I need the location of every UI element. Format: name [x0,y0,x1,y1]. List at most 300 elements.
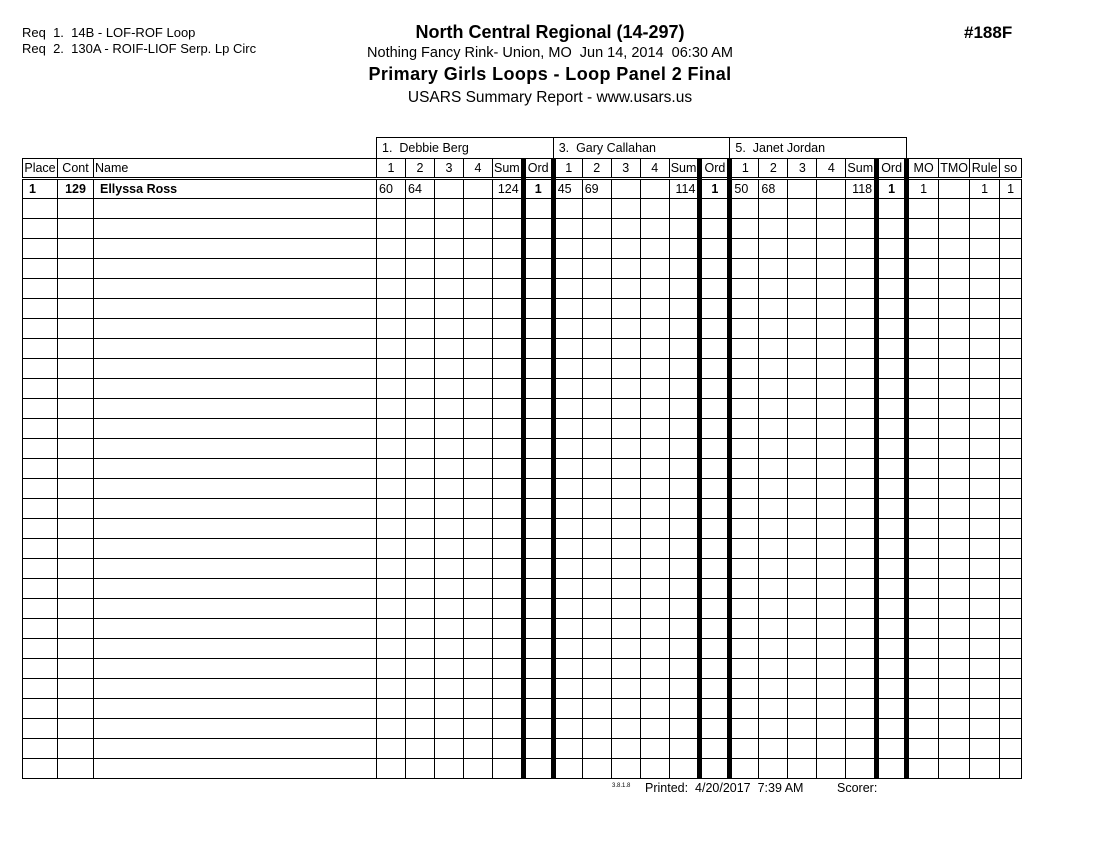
empty-cell [464,319,493,339]
empty-table-row [23,299,1022,319]
j1-mark4-cell [464,179,493,199]
j3-mark3-cell [788,179,817,199]
empty-cell [700,579,730,599]
empty-cell [1000,639,1022,659]
empty-cell [759,719,788,739]
empty-cell [553,219,582,239]
empty-cell [464,599,493,619]
empty-cell [907,719,939,739]
empty-cell [788,479,817,499]
empty-cell [553,339,582,359]
empty-cell [640,279,669,299]
empty-cell [640,419,669,439]
empty-cell [464,459,493,479]
empty-cell [493,639,524,659]
empty-cell [553,279,582,299]
empty-cell [611,679,640,699]
empty-cell [877,639,907,659]
empty-cell [553,199,582,219]
empty-cell [939,419,970,439]
empty-cell [611,479,640,499]
empty-cell [877,279,907,299]
empty-table-row [23,419,1022,439]
empty-cell [817,379,846,399]
j2-mark3-cell [611,179,640,199]
empty-cell [58,739,94,759]
empty-cell [611,499,640,519]
empty-cell [523,559,553,579]
empty-cell [939,299,970,319]
empty-cell [553,379,582,399]
empty-cell [640,479,669,499]
empty-cell [435,599,464,619]
empty-cell [846,579,877,599]
empty-cell [406,419,435,439]
empty-cell [58,719,94,739]
empty-cell [523,479,553,499]
empty-cell [377,719,406,739]
empty-cell [1000,719,1022,739]
empty-cell [759,599,788,619]
empty-cell [817,759,846,779]
empty-cell [669,219,700,239]
empty-cell [406,639,435,659]
empty-cell [611,199,640,219]
empty-cell [1000,419,1022,439]
empty-cell [435,379,464,399]
empty-cell [611,739,640,759]
empty-cell [464,719,493,739]
empty-cell [1000,679,1022,699]
empty-cell [700,219,730,239]
empty-cell [523,199,553,219]
empty-cell [846,219,877,239]
empty-cell [523,639,553,659]
empty-cell [640,459,669,479]
empty-cell [493,319,524,339]
empty-cell [58,359,94,379]
empty-cell [640,439,669,459]
empty-cell [94,279,377,299]
col-header-mo: MO [907,159,939,179]
empty-cell [970,399,1000,419]
empty-cell [377,659,406,679]
empty-cell [611,619,640,639]
empty-cell [669,759,700,779]
empty-cell [846,559,877,579]
empty-cell [523,659,553,679]
empty-cell [553,359,582,379]
empty-cell [553,479,582,499]
empty-cell [700,439,730,459]
empty-cell [907,259,939,279]
empty-cell [553,239,582,259]
empty-cell [582,219,611,239]
competitor-row [23,179,1022,199]
empty-cell [23,219,58,239]
empty-cell [553,399,582,419]
event-code: #188F [964,23,1013,42]
empty-cell [611,559,640,579]
empty-cell [817,599,846,619]
empty-cell [817,699,846,719]
empty-cell [907,419,939,439]
empty-cell [406,279,435,299]
empty-cell [817,459,846,479]
empty-cell [23,299,58,319]
empty-cell [611,599,640,619]
empty-cell [759,739,788,759]
empty-cell [23,319,58,339]
empty-cell [730,639,759,659]
empty-cell [700,199,730,219]
empty-cell [23,199,58,219]
empty-cell [435,399,464,419]
empty-cell [907,379,939,399]
empty-cell [846,199,877,219]
empty-table-row [23,659,1022,679]
empty-cell [94,399,377,419]
empty-cell [669,659,700,679]
empty-cell [406,479,435,499]
empty-cell [669,379,700,399]
empty-cell [553,419,582,439]
j1-header-sum: Sum [493,159,524,179]
empty-cell [406,319,435,339]
empty-cell [817,539,846,559]
empty-cell [23,279,58,299]
judge-1-name: 1. Debbie Berg [377,138,554,159]
empty-cell [464,419,493,439]
empty-cell [846,519,877,539]
empty-cell [406,539,435,559]
empty-cell [406,499,435,519]
empty-cell [730,479,759,499]
empty-cell [939,719,970,739]
empty-cell [907,439,939,459]
empty-cell [582,439,611,459]
empty-cell [553,259,582,279]
empty-cell [582,419,611,439]
empty-cell [435,219,464,239]
j3-header-mark4: 4 [817,159,846,179]
empty-cell [523,499,553,519]
empty-cell [58,239,94,259]
empty-cell [730,579,759,599]
empty-cell [640,399,669,419]
empty-cell [582,239,611,259]
empty-cell [377,219,406,239]
empty-cell [23,379,58,399]
j1-mark1-cell: 60 [377,179,406,199]
empty-table-row [23,339,1022,359]
empty-cell [877,739,907,759]
empty-cell [970,499,1000,519]
empty-cell [817,479,846,499]
empty-cell [846,639,877,659]
empty-cell [58,379,94,399]
empty-cell [435,539,464,559]
empty-cell [970,419,1000,439]
empty-cell [788,439,817,459]
empty-cell [493,739,524,759]
empty-cell [788,639,817,659]
empty-cell [611,239,640,259]
empty-cell [611,419,640,439]
empty-cell [377,239,406,259]
empty-cell [435,619,464,639]
empty-cell [23,239,58,259]
empty-cell [846,299,877,319]
empty-cell [970,199,1000,219]
empty-cell [406,379,435,399]
empty-cell [94,439,377,459]
empty-cell [611,359,640,379]
empty-cell [640,539,669,559]
empty-cell [730,699,759,719]
empty-table-row [23,439,1022,459]
empty-cell [907,319,939,339]
empty-cell [907,479,939,499]
empty-cell [939,559,970,579]
empty-cell [846,499,877,519]
empty-cell [23,759,58,779]
empty-cell [523,579,553,599]
empty-cell [523,259,553,279]
empty-cell [970,339,1000,359]
empty-cell [493,339,524,359]
empty-cell [582,539,611,559]
tmo-cell [939,179,970,199]
empty-cell [730,399,759,419]
empty-cell [669,299,700,319]
empty-cell [700,459,730,479]
empty-cell [58,679,94,699]
empty-cell [700,559,730,579]
empty-cell [669,439,700,459]
j1-header-mark1: 1 [377,159,406,179]
empty-cell [23,659,58,679]
empty-cell [406,339,435,359]
empty-cell [846,319,877,339]
empty-cell [1000,379,1022,399]
empty-cell [970,579,1000,599]
empty-cell [759,279,788,299]
empty-cell [553,699,582,719]
empty-cell [939,499,970,519]
empty-cell [846,259,877,279]
empty-cell [759,579,788,599]
empty-cell [406,459,435,479]
empty-cell [759,479,788,499]
empty-cell [523,539,553,559]
empty-cell [730,499,759,519]
empty-cell [553,299,582,319]
empty-cell [58,439,94,459]
empty-cell [640,579,669,599]
empty-cell [970,759,1000,779]
empty-cell [970,279,1000,299]
empty-cell [611,379,640,399]
empty-cell [377,479,406,499]
empty-cell [611,639,640,659]
empty-table-row [23,619,1022,639]
empty-cell [970,299,1000,319]
empty-table-row [23,519,1022,539]
empty-cell [553,559,582,579]
empty-cell [377,619,406,639]
empty-cell [970,539,1000,559]
empty-cell [788,359,817,379]
empty-cell [730,759,759,779]
empty-cell [464,699,493,719]
empty-cell [700,679,730,699]
empty-cell [700,359,730,379]
empty-cell [58,619,94,639]
empty-cell [907,519,939,539]
empty-cell [582,499,611,519]
report-title: USARS Summary Report - www.usars.us [407,89,693,106]
empty-cell [700,719,730,739]
empty-cell [846,339,877,359]
empty-cell [970,619,1000,639]
empty-cell [523,619,553,639]
empty-cell [464,239,493,259]
col-header-place: Place [23,159,58,179]
empty-cell [23,359,58,379]
empty-cell [1000,619,1022,639]
empty-cell [1000,459,1022,479]
empty-cell [817,519,846,539]
empty-cell [970,479,1000,499]
empty-cell [523,679,553,699]
empty-cell [377,699,406,719]
empty-cell [406,739,435,759]
j2-header-mark1: 1 [553,159,582,179]
empty-cell [464,519,493,539]
empty-cell [377,299,406,319]
empty-cell [464,339,493,359]
empty-cell [464,299,493,319]
empty-cell [788,519,817,539]
empty-cell [939,339,970,359]
empty-cell [970,639,1000,659]
empty-cell [553,319,582,339]
empty-cell [435,759,464,779]
empty-cell [939,259,970,279]
empty-cell [94,539,377,559]
empty-cell [611,539,640,559]
empty-cell [523,699,553,719]
empty-cell [788,559,817,579]
empty-cell [939,539,970,559]
empty-cell [377,339,406,359]
empty-cell [788,299,817,319]
empty-cell [23,479,58,499]
empty-cell [669,599,700,619]
empty-cell [406,399,435,419]
empty-cell [23,739,58,759]
empty-cell [611,219,640,239]
empty-cell [939,759,970,779]
empty-cell [582,579,611,599]
empty-cell [1000,499,1022,519]
empty-cell [788,379,817,399]
empty-cell [582,519,611,539]
empty-cell [94,739,377,759]
empty-cell [582,739,611,759]
empty-cell [377,399,406,419]
empty-cell [23,559,58,579]
empty-cell [493,519,524,539]
empty-cell [582,379,611,399]
empty-cell [700,699,730,719]
empty-cell [493,199,524,219]
empty-cell [669,519,700,539]
empty-cell [846,279,877,299]
empty-cell [640,699,669,719]
empty-cell [493,679,524,699]
empty-cell [759,659,788,679]
empty-grid-rows [23,199,1022,779]
empty-cell [846,539,877,559]
empty-cell [939,599,970,619]
empty-cell [1000,399,1022,419]
empty-cell [970,219,1000,239]
empty-cell [582,759,611,779]
empty-cell [435,339,464,359]
empty-cell [58,639,94,659]
empty-cell [493,459,524,479]
empty-cell [1000,599,1022,619]
empty-cell [877,579,907,599]
empty-cell [907,399,939,419]
empty-cell [611,259,640,279]
empty-cell [377,579,406,599]
j3-sum-cell: 118 [846,179,877,199]
empty-cell [700,539,730,559]
empty-cell [493,699,524,719]
empty-cell [970,559,1000,579]
empty-cell [817,579,846,599]
empty-cell [523,319,553,339]
empty-cell [907,759,939,779]
empty-cell [94,759,377,779]
empty-cell [464,199,493,219]
empty-cell [582,559,611,579]
empty-cell [1000,699,1022,719]
empty-cell [877,319,907,339]
empty-cell [788,499,817,519]
empty-cell [523,219,553,239]
empty-cell [669,579,700,599]
empty-cell [846,659,877,679]
empty-cell [759,559,788,579]
empty-cell [907,619,939,639]
empty-cell [970,259,1000,279]
empty-cell [700,399,730,419]
empty-cell [640,599,669,619]
empty-cell [406,719,435,739]
empty-table-row [23,199,1022,219]
empty-cell [907,459,939,479]
empty-cell [907,659,939,679]
empty-cell [611,699,640,719]
empty-cell [669,339,700,359]
empty-cell [58,199,94,219]
empty-cell [1000,259,1022,279]
empty-cell [939,519,970,539]
